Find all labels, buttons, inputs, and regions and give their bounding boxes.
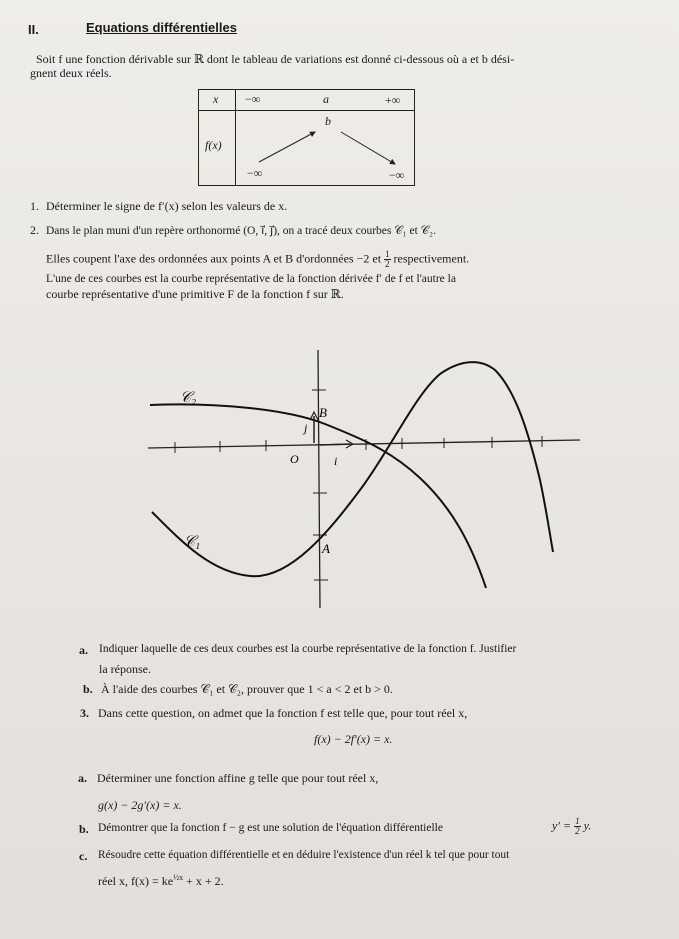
q3b-equation: y′ = $\frac{1}{2}$ y. [552, 816, 592, 836]
q2-paragraph-line-2: courbe représentative d'une primitive F de la fonction f sur ℝ. [46, 287, 344, 301]
q2-number: 2. [30, 223, 39, 237]
q3-equation: f(x) − 2f′(x) = x. [314, 732, 393, 746]
curves-graph [140, 350, 590, 610]
decreasing-arrow [341, 132, 395, 164]
vector-i-arrow [320, 444, 350, 445]
q2b-label: b. [83, 682, 93, 696]
y-axis [318, 350, 320, 608]
fraction-one-half: $\frac{1}{2}$ [385, 249, 390, 269]
table-f-max-b: b [325, 114, 331, 128]
q2a-line-1: Indiquer laquelle de ces deux courbes est la courbe représentative de la fonction f. Justifier [99, 643, 517, 655]
table-x-a: a [323, 92, 329, 106]
table-x-label: x [213, 92, 219, 106]
table-f-left-limit: −∞ [247, 166, 263, 180]
q3a-label: a. [78, 771, 87, 785]
label-vector-i: i [334, 454, 338, 468]
q2a-line-2: la réponse. [99, 662, 151, 676]
q1-number: 1. [30, 199, 39, 213]
table-f-right-limit: −∞ [389, 168, 405, 182]
label-c1: 𝒞₁ [184, 534, 201, 550]
label-c2: 𝒞₂ [180, 390, 197, 406]
q3a-line-2: g(x) − 2g′(x) = x. [98, 798, 182, 812]
curve-c1 [152, 362, 553, 576]
q2-points-sentence [46, 250, 469, 269]
q1-text: Déterminer le signe de f′(x) selon les valeurs de x. [46, 199, 288, 213]
q2-points-text: Elles coupent l'axe des ordonnées aux points A et B d'ordonnées −2 et [46, 251, 382, 266]
label-origin: O [290, 452, 299, 466]
table-x-minus-infinity: −∞ [245, 92, 261, 106]
label-vector-j: j [304, 421, 308, 435]
q3b-text: Démontrer que la fonction f − g est une solution de l'équation différentielle [98, 822, 443, 834]
q3c-label: c. [79, 849, 88, 863]
intro-line-1: Soit f une fonction dérivable sur ℝ dont le tableau de variations est donné ci-dessous où a et b dési- [36, 52, 515, 66]
q3c-line-2: réel x, $f(x) = ke^{\frac{1}{2}x} + x + 2$. [98, 873, 224, 888]
q3-number: 3. [80, 706, 89, 720]
table-variation-arrows [199, 90, 414, 185]
table-f-label: f(x) [205, 138, 222, 152]
q3-text: Dans cette question, on admet que la fonction f est telle que, pour tout réel x, [98, 706, 468, 720]
section-number: II. [28, 22, 39, 37]
section-title: Equations différentielles [86, 20, 237, 35]
q2-points-tail: respectivement. [393, 251, 470, 266]
q2-paragraph-line-1: L'une de ces courbes est la courbe représentative de la fonction dérivée f′ de f et l'autre la [46, 273, 456, 285]
q2a-label: a. [79, 643, 88, 657]
label-point-b: B [319, 405, 327, 420]
q2b-text: À l'aide des courbes 𝒞₁ et 𝒞₂, prouver que 1 < a < 2 et b > 0. [101, 682, 393, 696]
q3b-label: b. [79, 822, 89, 836]
q2-text: Dans le plan muni d'un repère orthonormé (O, i⃗, j⃗), on a tracé deux courbes 𝒞₁ et 𝒞₂. [46, 225, 436, 237]
label-point-a: A [322, 541, 330, 556]
variation-table [198, 89, 415, 186]
increasing-arrow [259, 132, 315, 162]
intro-line-2: gnent deux réels. [30, 66, 112, 80]
q3a-line-1: Déterminer une fonction affine g telle que pour tout réel x, [97, 771, 379, 785]
q3c-line-1: Résoudre cette équation différentielle et en déduire l'existence d'un réel k tel que pour tout [98, 849, 510, 861]
table-x-plus-infinity: +∞ [385, 93, 401, 107]
